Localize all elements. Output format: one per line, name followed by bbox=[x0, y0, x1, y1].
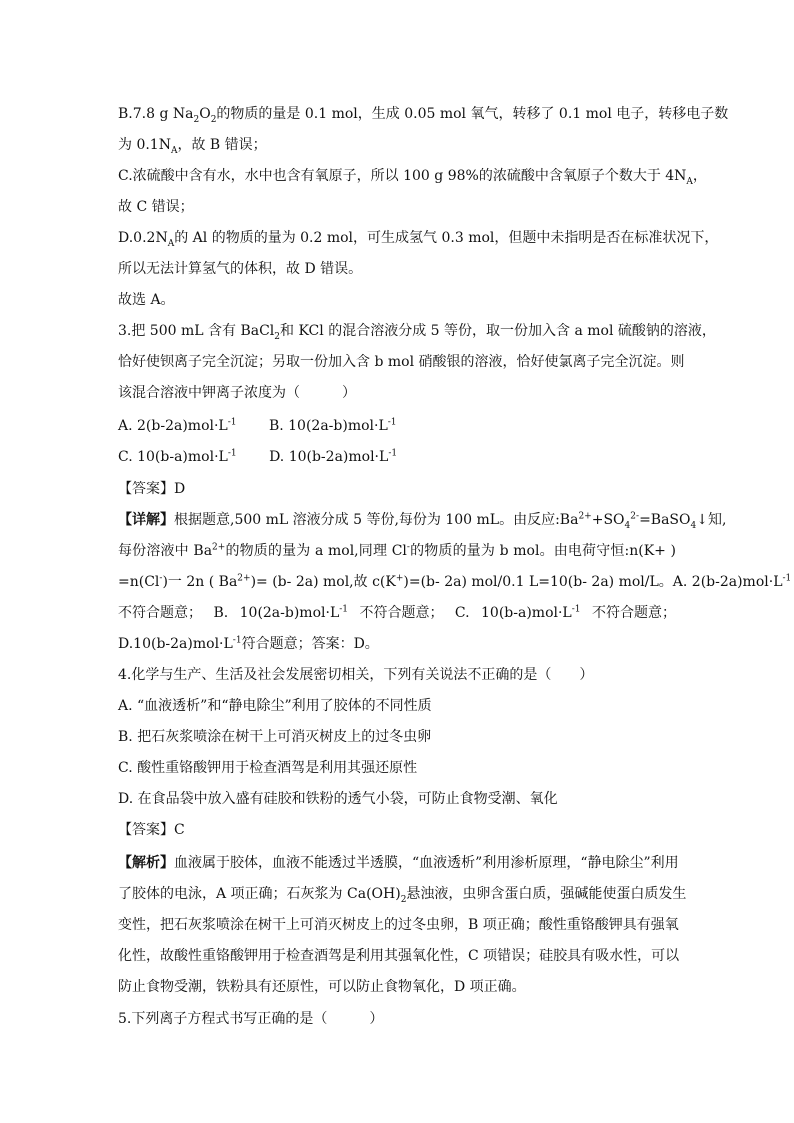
q4-explain-line-4: 化性，故酸性重铬酸钾用于检查酒驾是利用其强氧化性，C 项错误；硅胶具有吸水性，可以 bbox=[118, 948, 680, 964]
q4-explain-line-5: 防止食物受潮，铁粉具有还原性，可以防止食物氧化，D 项正确。 bbox=[118, 979, 526, 995]
q3-options-ab bbox=[118, 416, 397, 436]
explain-c-line-1: C.浓硫酸中含有水，水中也含有氧原子，所以 100 g 98%的浓硫酸中含氧原子个数大于 $4N_A$， bbox=[118, 168, 707, 187]
q4-option-d: D. 在食品袋中放入盛有硅胶和铁粉的透气小袋，可防止食物受潮、氧化 bbox=[118, 791, 558, 807]
q3-options-cd bbox=[118, 447, 397, 467]
explain-d-line-2: 所以无法计算氢气的体积，故 D 错误。 bbox=[118, 261, 363, 277]
q4-option-a: A. “血液透析”和“静电除尘”利用了胶体的不同性质 bbox=[118, 698, 432, 714]
explain-c-line-2: 故 C 错误； bbox=[118, 199, 194, 215]
q3-option-c: C. $10(b-a)mol\cdot L^{-1}$ bbox=[118, 448, 237, 465]
q2-conclusion: 故选 A。 bbox=[118, 292, 175, 308]
explain-b-line-2: 为 $0.1N_A$，故 B 错误； bbox=[118, 137, 267, 156]
q4-explain-line-3: 变性，把石灰浆喷涂在树干上可消灭树皮上的过冬虫卵，B 项正确；酸性重铬酸钾具有强氧 bbox=[118, 917, 679, 933]
q4-answer: 【答案】C bbox=[118, 822, 185, 838]
q4-option-b: B. 把石灰浆喷涂在树干上可消灭树皮上的过冬虫卵 bbox=[118, 729, 432, 745]
q3-option-b: B. $10(2a-b)mol\cdot L^{-1}$ bbox=[268, 417, 397, 434]
q3-stem-line-2: 恰好使钡离子完全沉淀；另取一份加入含 b mol 硝酸银的溶液，恰好使氯离子完全沉淀。则 bbox=[118, 354, 685, 370]
q5-stem: 5.下列离子方程式书写正确的是（ ） bbox=[118, 1011, 384, 1027]
q3-stem-line-1: 3.把 500 mL 含有 BaCl$_2$和 KCl 的混合溶液分成 5 等份，取一份加入含 a mol 硫酸钠的溶液， bbox=[118, 323, 716, 342]
q3-detail-line-3: =n(Cl-)一 2n ( $Ba^{2+})= (b-$ 2a) mol,故 c(K+)=(b- 2a) mol/0.1 L=10(b- 2a) mol/L。A. $2(b-2a)mol\cdot L^{-1}$ bbox=[118, 573, 792, 590]
q4-explain-line-2: 了胶体的电泳，A 项正确；石灰浆为 $Ca(OH)_2$悬浊液，虫卵含蛋白质，强碱能使蛋白质发生 bbox=[118, 886, 687, 905]
q3-detail-line-5: $D.10(b-2a)mol\cdot L^{-1}$符合题意；答案：D。 bbox=[118, 635, 379, 652]
q3-answer: 【答案】D bbox=[118, 481, 186, 497]
explain-d-line-1: $D.0.2N_A$的 Al 的物质的量为 0.2 mol，可生成氢气 0.3 mol，但题中未指明是否在标准状况下， bbox=[118, 230, 719, 249]
q4-explain-line-1: 【解析】血液属于胶体，血液不能透过半透膜，“血液透析”利用渗析原理，“静电除尘”利用 bbox=[118, 855, 679, 871]
q4-stem: 4.化学与生产、生活及社会发展密切相关，下列有关说法不正确的是（ ） bbox=[118, 667, 594, 683]
q3-detail-line-4: 不符合题意； B. $10(2a-b)mol\cdot L^{-1}$ 不符合题意； C. $10(b-a)mol\cdot L^{-1}$ 不符合题意； bbox=[118, 604, 676, 621]
q3-detail-line-2: 每份溶液中 $Ba^{2+}$的物质的量为 a mol,同理 Cl-的物质的量为 b mol。由电荷守恒:n(K+ ) bbox=[118, 542, 676, 559]
q3-option-a: A. $2(b-2a)mol\cdot L^{-1}$ bbox=[118, 417, 237, 434]
q4-option-c: C. 酸性重铬酸钾用于检查酒驾是利用其强还原性 bbox=[118, 760, 418, 776]
explain-b-line-1: B.7.8 g $Na_2O_2$的物质的量是 0.1 mol，生成 0.05 mol 氧气，转移了 0.1 mol 电子，转移电子数 bbox=[118, 106, 729, 125]
q3-detail-line-1: 【详解】根据题意,500 mL 溶液分成 5 等份,每份为 100 mL。由反应$:Ba^{2+}+SO_4^{2-}=BaSO_4↓$知, bbox=[118, 511, 727, 531]
q3-option-d: D. $10(b-2a)mol\cdot L^{-1}$ bbox=[269, 448, 398, 465]
q3-stem-line-3: 该混合溶液中钾离子浓度为（ ） bbox=[118, 385, 356, 401]
